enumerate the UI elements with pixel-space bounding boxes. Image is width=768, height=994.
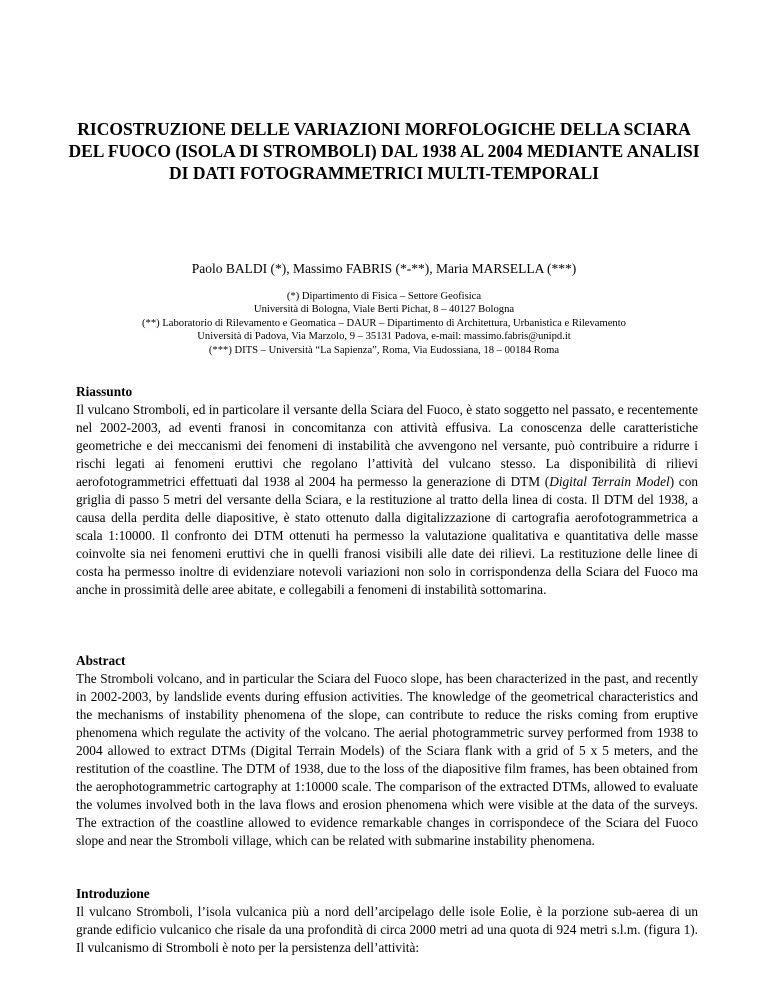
riassunto-heading: Riassunto xyxy=(76,384,133,399)
abstract-section xyxy=(76,652,698,850)
affiliations xyxy=(40,290,728,357)
introduzione-section xyxy=(76,885,698,957)
riassunto-text-part: ) con griglia di passo 5 metri del versante della Sciara, e la restituzione al tratto della linea di costa. Il DTM del 1938, a causa della perdita delle diapositive, è stato ottenuto dalla digitalizzazione di cartografia aerofotogrammetrica a scala 1:10000. Il confronto dei DTM ottenuti ha permesso la valutazione qualitativa e quantitativa delle masse coinvolte sia nei fenomeni eruttivi che in quelli franosi visibili alle date dei rilievi. La restituzione delle linee di costa ha permesso inoltre di evidenziare notevoli variazioni non solo in corrispondenza della Sciara del Fuoco ma anche in prossimità delle aree abitate, e collegabili a fenomeni di instabilità sottomarina. xyxy=(76,474,699,597)
riassunto-text-part: Il vulcano Stromboli, ed in particolare il versante della Sciara del Fuoco, è stato soggetto nel passato, e recentemente nel 2002-2003, ad eventi franosi in concomitanza con attività effusiva. La conoscenza delle caratteristiche geometriche e dei meccanismi dei fenomeni di instabilità che avvengono nel versante, può contribuire a ridurre i rischi legati ai fenomeni eruttivi che regolano l’attività del vulcano stesso. La disponibilità di rilievi aerofotogrammetrici effettuati dal 1938 al 2004 ha permesso la generazione di DTM ( xyxy=(76,402,698,489)
affiliation-line: (**) Laboratorio di Rilevamento e Geomatica – DAUR – Dipartimento di Architettura, Urbanistica e Rilevamento xyxy=(142,317,626,329)
author-list: Paolo BALDI (*), Massimo FABRIS (*-**), Maria MARSELLA (***) xyxy=(191,261,577,276)
affiliation-line: Università di Padova, Via Marzolo, 9 – 35131 Padova, e-mail: massimo.fabris@unipd.it xyxy=(197,331,571,343)
affiliation-line: Università di Bologna, Viale Berti Pichat, 8 – 40127 Bologna xyxy=(253,304,515,316)
introduzione-text: Il vulcano Stromboli, l’isola vulcanica più a nord dell’arcipelago delle isole Eolie, è la porzione sub-aerea di un grande edificio vulcanico che risale da una profondità di circa 2000 metri ad una quota di 924 metri s.l.m. (figura 1). Il vulcanismo di Stromboli è noto per la persistenza dell’attività: xyxy=(76,904,698,955)
riassunto-section xyxy=(76,383,698,599)
affiliation-line: (*) Dipartimento di Fisica – Settore Geofisica xyxy=(286,291,482,302)
introduzione-heading: Introduzione xyxy=(76,886,150,901)
paper-title: RICOSTRUZIONE DELLE VARIAZIONI MORFOLOGICHE DELLA SCIARA DEL FUOCO (ISOLA DI STROMBOLI) DAL 1938 AL 2004 MEDIANTE ANALISI DI DATI FOTOGRAMMETRICI MULTI-TEMPORALI xyxy=(68,119,700,183)
riassunto-text xyxy=(76,401,698,599)
abstract-heading: Abstract xyxy=(76,653,126,668)
affiliation-line: (***) DITS – Università “La Sapienza”, Roma, Via Eudossiana, 18 – 00184 Roma xyxy=(208,344,560,356)
riassunto-italic-term: Digital Terrain Model xyxy=(549,474,670,489)
abstract-text: The Stromboli volcano, and in particular the Sciara del Fuoco slope, has been characterized in the past, and recently in 2002-2003, by landslide events during effusion activities. The knowledge of the geometrical characteristics and the mechanisms of instability phenomena of the slope, can contribute to reduce the risks coming from eruptive phenomena which regulate the activity of the volcano. The aerial photogrammetric survey performed from 1938 to 2004 allowed to extract DTMs (Digital Terrain Models) of the Sciara flank with a grid of 5 x 5 meters, and the restitution of the coastline. The DTM of 1938, due to the loss of the diapositive film frames, has been obtained from the aerophotogrammetric cartography at 1:10000 scale. The comparison of the extracted DTMs, allowed to evaluate the volumes involved both in the lava flows and erosion phenomena which were visible at the data of the surveys. The extraction of the coastline allowed to evidence remarkable changes in corrispondece of the Sciara del Fuoco slope and near the Stromboli village, which can be related with submarine instability phenomena. xyxy=(76,671,698,848)
